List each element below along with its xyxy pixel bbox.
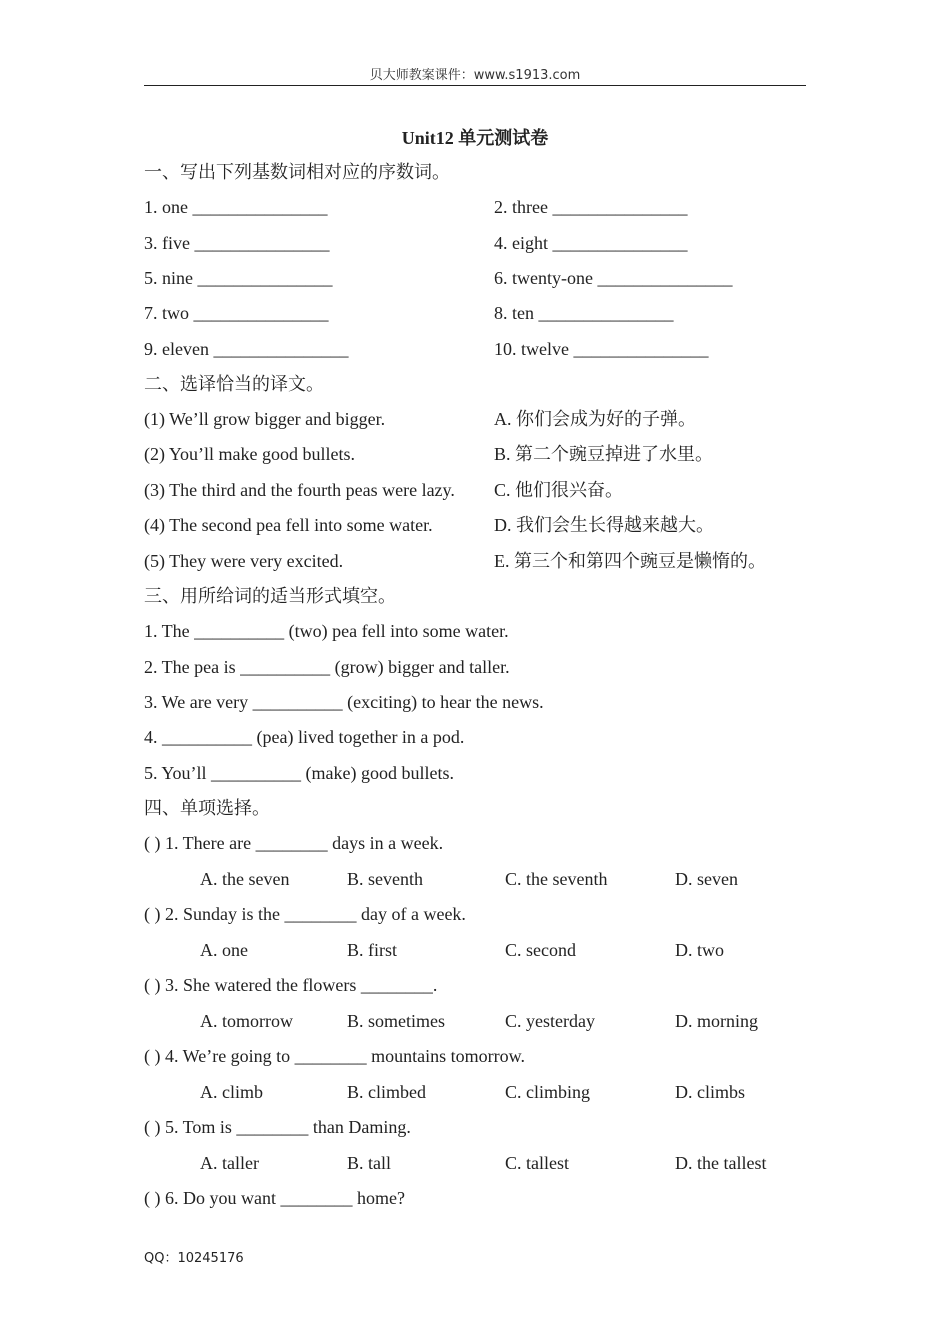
question-1-option-b: B. seventh (347, 869, 423, 889)
question-4: ( ) 4. We’re going to ________ mountains tomorrow. (144, 1046, 525, 1066)
section1-item-5: 5. nine _______________ (144, 268, 333, 288)
question-2-option-b: B. first (347, 940, 398, 960)
section1-item-4: 4. eight _______________ (494, 233, 688, 253)
section3-heading: 三、用所给词的适当形式填空。 (144, 586, 396, 606)
question-3: ( ) 3. She watered the flowers ________. (144, 975, 438, 995)
section1-heading: 一、写出下列基数词相对应的序数词。 (144, 162, 450, 182)
section1-item-10: 10. twelve _______________ (494, 339, 709, 359)
header-divider (144, 85, 806, 86)
question-5-option-b: B. tall (347, 1153, 391, 1173)
section2-sentence-2: (2) You’ll make good bullets. (144, 444, 355, 464)
question-4-option-d: D. climbs (675, 1082, 745, 1102)
question-1-option-d: D. seven (675, 869, 738, 889)
question-3-option-c: C. yesterday (505, 1011, 595, 1031)
section1-item-9: 9. eleven _______________ (144, 339, 349, 359)
section2-translation-a: A. 你们会成为好的子弹。 (494, 409, 696, 429)
question-4-option-b: B. climbed (347, 1082, 426, 1102)
question-2-option-d: D. two (675, 940, 724, 960)
section1-item-2: 2. three _______________ (494, 197, 688, 217)
question-2-option-c: C. second (505, 940, 576, 960)
question-4-option-a: A. climb (200, 1082, 263, 1102)
question-5-option-c: C. tallest (505, 1153, 569, 1173)
page-footer: QQ：10245176 (144, 1251, 244, 1266)
section3-item-2: 2. The pea is __________ (grow) bigger and taller. (144, 657, 510, 677)
question-1-option-a: A. the seven (200, 869, 290, 889)
section2-heading: 二、选译恰当的译文。 (144, 374, 324, 394)
section2-sentence-4: (4) The second pea fell into some water. (144, 515, 433, 535)
section3-item-4: 4. __________ (pea) lived together in a pod. (144, 727, 465, 747)
section3-item-5: 5. You’ll __________ (make) good bullets. (144, 763, 454, 783)
question-5-option-a: A. taller (200, 1153, 259, 1173)
section1-item-7: 7. two _______________ (144, 303, 329, 323)
section1-item-8: 8. ten _______________ (494, 303, 674, 323)
section2-sentence-5: (5) They were very excited. (144, 551, 344, 571)
section2-translation-b: B. 第二个豌豆掉进了水里。 (494, 444, 714, 464)
section2-sentence-3: (3) The third and the fourth peas were lazy. (144, 480, 455, 500)
section2-translation-e: E. 第三个和第四个豌豆是懒惰的。 (494, 551, 766, 571)
section3-item-1: 1. The __________ (two) pea fell into some water. (144, 621, 509, 641)
section2-translation-c: C. 他们很兴奋。 (494, 480, 624, 500)
question-2: ( ) 2. Sunday is the ________ day of a week. (144, 904, 466, 924)
section1-item-1: 1. one _______________ (144, 197, 328, 217)
question-6: ( ) 6. Do you want ________ home? (144, 1188, 405, 1208)
question-1-option-c: C. the seventh (505, 869, 608, 889)
section4-heading: 四、单项选择。 (144, 798, 270, 818)
question-3-option-a: A. tomorrow (200, 1011, 293, 1031)
section1-item-6: 6. twenty-one _______________ (494, 268, 733, 288)
question-3-option-d: D. morning (675, 1011, 758, 1031)
section2-sentence-1: (1) We’ll grow bigger and bigger. (144, 409, 386, 429)
section2-translation-d: D. 我们会生长得越来越大。 (494, 515, 714, 535)
section3-item-3: 3. We are very __________ (exciting) to hear the news. (144, 692, 544, 712)
question-2-option-a: A. one (200, 940, 248, 960)
question-4-option-c: C. climbing (505, 1082, 590, 1102)
question-5: ( ) 5. Tom is ________ than Daming. (144, 1117, 411, 1137)
question-1: ( ) 1. There are ________ days in a week. (144, 833, 444, 853)
page-title: Unit12 单元测试卷 (401, 128, 549, 148)
section1-item-3: 3. five _______________ (144, 233, 330, 253)
question-5-option-d: D. the tallest (675, 1153, 767, 1173)
question-3-option-b: B. sometimes (347, 1011, 445, 1031)
page-header: 贝大师教案课件：www.s1913.com (369, 68, 581, 83)
